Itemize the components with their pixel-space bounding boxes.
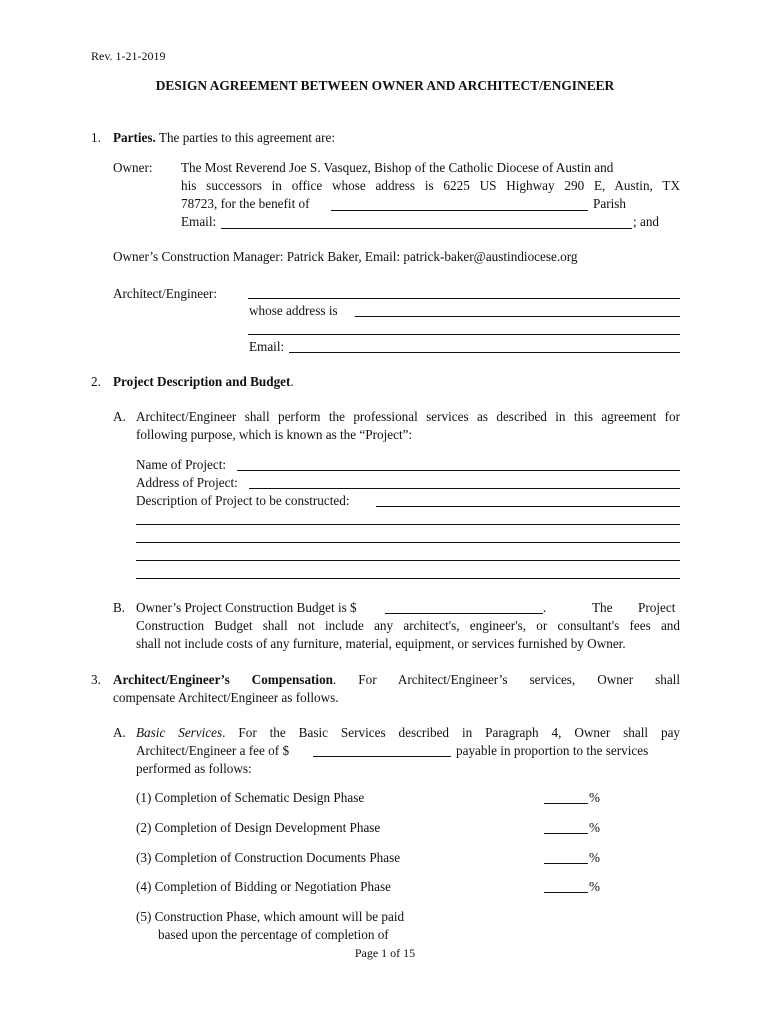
budget-line-the: The (592, 600, 613, 615)
section-1-heading: Parties. (113, 130, 156, 145)
section-3-line-2: compensate Architect/Engineer as follows. (113, 690, 339, 705)
architect-email-blank[interactable] (289, 352, 680, 353)
architect-address-label: whose address is (249, 303, 338, 318)
phase-1-percent-blank[interactable] (544, 803, 588, 804)
section-2b-label: B. (113, 600, 126, 615)
project-description-label: Description of Project to be constructed: (136, 493, 350, 508)
budget-line-period: . (543, 600, 547, 615)
phase-5-line-2: based upon the percentage of completion of (158, 927, 389, 942)
project-description-blank-4[interactable] (136, 560, 680, 561)
phase-3-label: (3) Completion of Construction Documents Phase (136, 850, 401, 865)
construction-manager-line: Owner’s Construction Manager: Patrick Baker, Email: patrick-baker@austindiocese.org (113, 249, 578, 264)
revision-label: Rev. 1-21-2019 (91, 49, 166, 63)
phase-1-label: (1) Completion of Schematic Design Phase (136, 790, 365, 805)
phase-4-percent-blank[interactable] (544, 892, 588, 893)
fee-line-post: payable in proportion to the services (456, 743, 649, 758)
page-number: Page 1 of 15 (354, 946, 416, 960)
architect-email-label: Email: (249, 339, 285, 354)
section-2-heading-period: . (290, 374, 294, 389)
phase-2-percent-sign: % (589, 820, 600, 835)
section-3a-line-3: performed as follows: (136, 761, 252, 776)
project-description-blank-3[interactable] (136, 542, 680, 543)
phase-2-percent-blank[interactable] (544, 833, 588, 834)
project-name-blank[interactable] (237, 470, 680, 471)
document-title: DESIGN AGREEMENT BETWEEN OWNER AND ARCHITECT/ENGINEER (155, 78, 615, 93)
section-2b-line-2: Construction Budget shall not include any architect's, engineer's, or consultant's fees and (136, 618, 680, 633)
owner-line-2: his successors in office whose address is 6225 US Highway 290 E, Austin, TX (181, 178, 680, 193)
owner-line-3-post: Parish (593, 196, 626, 211)
section-2a-label: A. (113, 409, 126, 424)
phase-3-percent-blank[interactable] (544, 863, 588, 864)
parish-name-blank[interactable] (331, 210, 588, 211)
project-address-label: Address of Project: (136, 475, 238, 490)
section-1-number: 1. (91, 130, 101, 145)
section-2-heading-line (113, 373, 294, 391)
phase-5-line-1: (5) Construction Phase, which amount will be paid (136, 909, 405, 924)
section-3a-line-1 (136, 724, 680, 742)
section-3a-label: A. (113, 725, 126, 740)
section-3-number: 3. (91, 672, 101, 687)
project-description-blank-1[interactable] (376, 506, 680, 507)
basic-services-heading: Basic Services (136, 725, 223, 740)
fee-line-pre: Architect/Engineer a fee of $ (136, 743, 290, 758)
section-1-heading-line (113, 129, 335, 147)
architect-address-blank-1[interactable] (355, 316, 680, 317)
budget-line-pre: Owner’s Project Construction Budget is $ (136, 600, 357, 615)
budget-line-project: Project (638, 600, 676, 615)
section-2b-line-3: shall not include costs of any furniture, material, equipment, or services furnished by Owner. (136, 636, 626, 651)
owner-email-label: Email: (181, 214, 217, 229)
phase-3-percent-sign: % (589, 850, 600, 865)
section-2a-line-1: Architect/Engineer shall perform the professional services as described in this agreement for (136, 409, 680, 424)
phase-2-label: (2) Completion of Design Development Phase (136, 820, 381, 835)
architect-label: Architect/Engineer: (113, 286, 217, 301)
architect-name-blank[interactable] (248, 298, 680, 299)
owner-label: Owner: (113, 160, 153, 175)
section-3-heading: Architect/Engineer’s Compensation (113, 672, 334, 687)
project-name-label: Name of Project: (136, 457, 227, 472)
project-description-blank-2[interactable] (136, 524, 680, 525)
phase-4-label: (4) Completion of Bidding or Negotiation Phase (136, 879, 391, 894)
section-1-intro: The parties to this agreement are: (158, 130, 336, 145)
project-address-blank[interactable] (249, 488, 680, 489)
phase-4-percent-sign: % (589, 879, 600, 894)
owner-email-blank[interactable] (221, 228, 632, 229)
owner-email-post: ; and (633, 214, 660, 229)
section-2-number: 2. (91, 374, 101, 389)
section-3-line-1-post: . For Architect/Engineer’s services, Owner shall (333, 672, 680, 687)
budget-amount-blank[interactable] (385, 613, 543, 614)
section-2-heading: Project Description and Budget (113, 374, 291, 389)
section-3a-line-1-post: . For the Basic Services described in Paragraph 4, Owner shall pay (222, 725, 681, 740)
phase-1-percent-sign: % (589, 790, 600, 805)
section-3-line-1 (113, 671, 680, 689)
owner-line-3-pre: 78723, for the benefit of (181, 196, 310, 211)
owner-line-1: The Most Reverend Joe S. Vasquez, Bishop of the Catholic Diocese of Austin and (181, 160, 614, 175)
section-2a-line-2: following purpose, which is known as the “Project”: (136, 427, 413, 442)
project-description-blank-5[interactable] (136, 578, 680, 579)
architect-address-blank-2[interactable] (248, 334, 680, 335)
fee-amount-blank[interactable] (313, 756, 451, 757)
